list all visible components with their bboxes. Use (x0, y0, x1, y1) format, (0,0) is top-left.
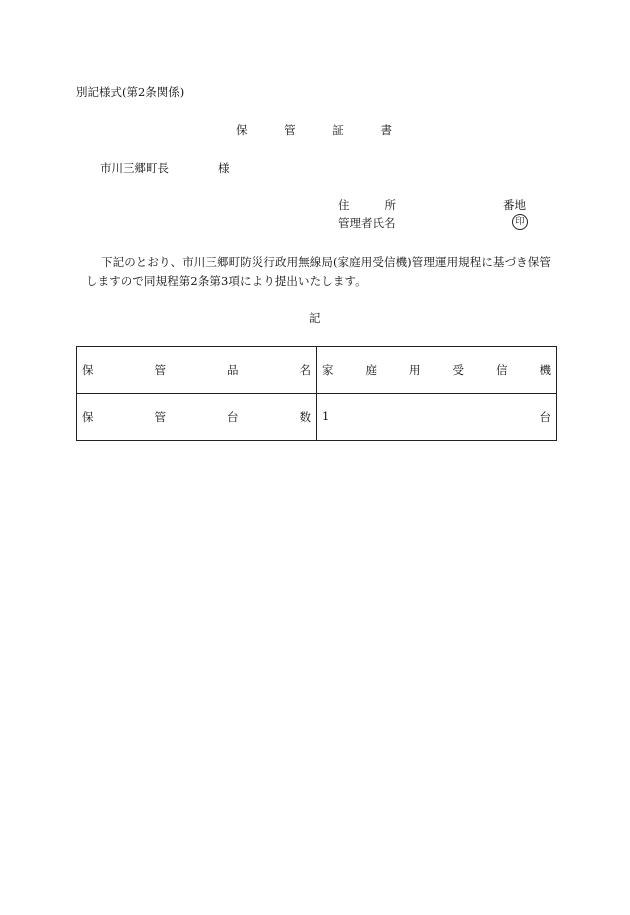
storage-record-table (76, 346, 557, 441)
table-row (77, 347, 557, 394)
address-suffix: 番地 (503, 198, 526, 212)
label-char: 数 (299, 410, 311, 424)
storage-count-value: 1 (322, 409, 330, 423)
title-char: 保 (236, 123, 248, 137)
title-char: 書 (380, 123, 392, 137)
label-char: 管 (154, 363, 166, 377)
storage-item-name-label-cell (77, 347, 317, 394)
label-char: 品 (227, 363, 239, 377)
form-label: 別記様式(第2条関係) (76, 85, 185, 99)
value-char: 機 (539, 363, 551, 377)
value-char: 信 (496, 363, 508, 377)
address-label-char: 住 (338, 198, 350, 212)
label-char: 保 (82, 363, 94, 377)
body-paragraph: 下記のとおり、市川三郷町防災行政用無線局(家庭用受信機)管理運用規程に基づき保管しますので同規程第2条第3項により提出いたします。 (86, 255, 551, 288)
value-char: 庭 (365, 363, 377, 377)
address-label-char: 所 (384, 198, 396, 212)
value-char: 用 (409, 363, 421, 377)
storage-count-value-cell (317, 394, 557, 441)
label-char: 管 (154, 410, 166, 424)
value-char: 家 (322, 363, 334, 377)
storage-count-unit: 台 (539, 410, 551, 424)
title-char: 証 (332, 123, 344, 137)
table-row (77, 394, 557, 441)
storage-item-name-value-cell (317, 347, 557, 394)
ki-heading: 記 (309, 311, 321, 325)
manager-name-label: 管理者氏名 (338, 216, 396, 230)
addressee-honorific: 様 (218, 161, 230, 175)
value-char: 受 (452, 363, 464, 377)
document-title (236, 123, 392, 137)
addressee-name: 市川三郷町長 (100, 161, 169, 175)
label-char: 保 (82, 410, 94, 424)
storage-count-label-cell (77, 394, 317, 441)
address-label (338, 198, 396, 212)
seal-mark: 印 (512, 214, 528, 230)
label-char: 名 (299, 363, 311, 377)
title-char: 管 (284, 123, 296, 137)
label-char: 台 (227, 410, 239, 424)
